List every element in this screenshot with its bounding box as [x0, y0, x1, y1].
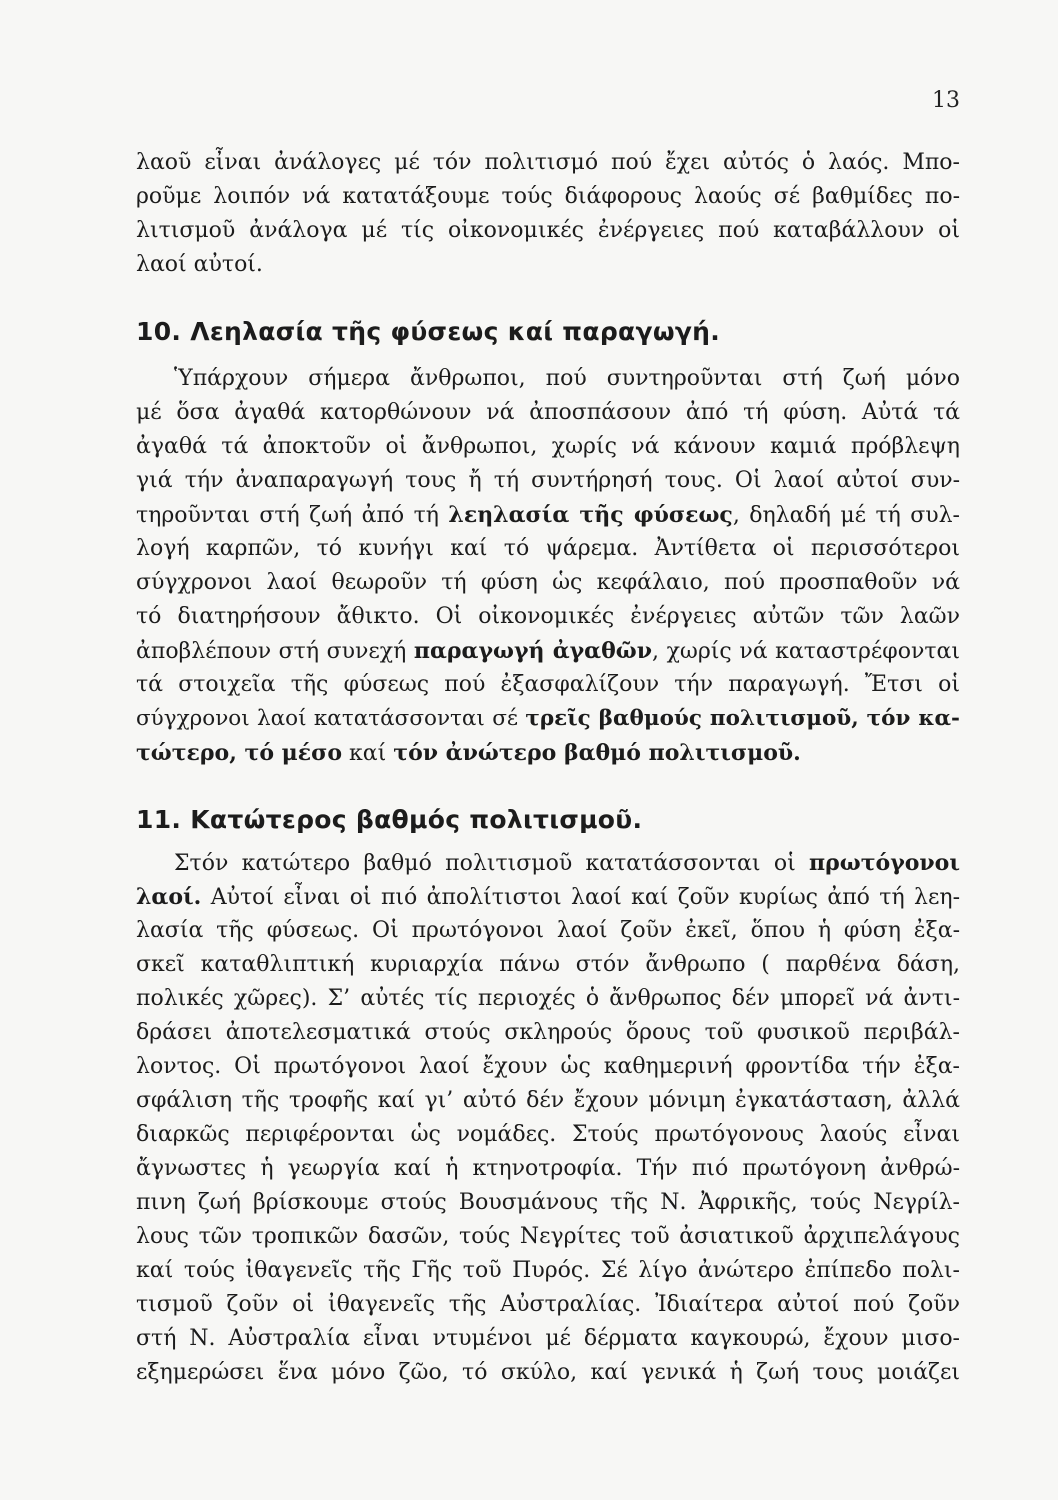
text-line [136, 846, 960, 880]
text-line [136, 1186, 960, 1220]
text-line [136, 1152, 960, 1186]
section-11-paragraph [136, 846, 960, 1390]
text-span: Ὑπάρχουν σήμερα ἄνθρωποι, πού συντηροῦνται στή ζωή μόνο [174, 366, 960, 391]
section-10-paragraph [136, 362, 960, 770]
text-span: πολικές χῶρες). Σ’ αὐτές τίς περιοχές ὁ ἄνθρωπος δέν μπορεῖ νά ἀντι- [136, 986, 960, 1011]
text-span: τά στοιχεῖα τῆς φύσεως πού ἐξασφαλίζουν τήν παραγωγή. Ἔτσι οἱ [136, 672, 960, 697]
text-span: πινη ζωή βρίσκουμε στούς Βουσμάνους τῆς Ν. Ἀφρικῆς, τούς Νεγρίλ- [136, 1190, 960, 1215]
text-span: δράσει ἀποτελεσματικά στούς σκληρούς ὅρους τοῦ φυσικοῦ περιβάλ- [136, 1020, 960, 1045]
text-span: λοντος. Οἱ πρωτόγονοι λαοί ἔχουν ὡς καθημερινή φροντίδα τήν ἐξα- [136, 1054, 960, 1079]
text-line [136, 498, 960, 532]
text-line [136, 1356, 960, 1390]
text-line [136, 1254, 960, 1288]
text-span: γιά τήν ἀναπαραγωγή τους ἤ τή συντήρησή τους. Οἱ λαοί αὐτοί συν- [136, 468, 960, 493]
text-line [136, 634, 960, 668]
section-heading-10: 10. Λεηλασία τῆς φύσεως καί παραγωγή. [136, 317, 721, 346]
text-span: λογή καρπῶν, τό κυνήγι καί τό ψάρεμα. Ἀντίθετα οἱ περισσότεροι [136, 536, 960, 561]
text-span: τό διατηρήσουν ἄθικτο. Οἱ οἰκονομικές ἐνέργειες αὐτῶν τῶν λαῶν [136, 604, 960, 629]
text-span: σφάλιση τῆς τροφῆς καί γι’ αὐτό δέν ἔχουν μόνιμη ἐγκατάσταση, ἀλλά [136, 1088, 960, 1113]
text-line: λιτισμοῦ ἀνάλογα μέ τίς οἰκονομικές ἐνέργειες πού καταβάλλουν οἱ [136, 218, 960, 243]
text-span: σύγχρονοι λαοί θεωροῦν τή φύση ὡς κεφάλαιο, πού προσπαθοῦν νά [136, 570, 960, 595]
text-line [136, 982, 960, 1016]
bold-term: πρωτόγονοι [809, 850, 960, 876]
text-line [136, 600, 960, 634]
bold-term: τόν ἀνώτερο βαθμό πολιτισμοῦ. [393, 740, 801, 766]
text-span: λους τῶν τροπικῶν δασῶν, τούς Νεγρίτες τοῦ ἀσιατικοῦ ἀρχιπελάγους [136, 1224, 960, 1249]
text-line [136, 362, 960, 396]
text-span: σκεῖ καταθλιπτική κυριαρχία πάνω στόν ἄνθρωπο ( παρθένα δάση, [136, 952, 960, 977]
text-line [136, 430, 960, 464]
text-span: Αὐτοί εἶναι οἱ πιό ἀπολίτιστοι λαοί καί ζοῦν κυρίως ἀπό τή λεη- [201, 885, 960, 910]
text-span: ἀποβλέπουν στή συνεχή [136, 639, 414, 664]
text-span: ἀγαθά τά ἀποκτοῦν οἱ ἄνθρωποι, χωρίς νά κάνουν καμιά πρόβλεψη [136, 434, 960, 459]
text-line [136, 668, 960, 702]
text-span: στή Ν. Αὐστραλία εἶναι ντυμένοι μέ δέρματα καγκουρώ, ἔχουν μισο- [136, 1326, 960, 1351]
text-span: διαρκῶς περιφέρονται ὡς νομάδες. Στούς πρωτόγονους λαούς εἶναι [136, 1122, 960, 1147]
page-number: 13 [932, 88, 960, 113]
text-line: ροῦμε λοιπόν νά κατατάξουμε τούς διάφορους λαούς σέ βαθμίδες πο- [136, 184, 960, 209]
text-line [136, 532, 960, 566]
text-line [136, 396, 960, 430]
text-span: τισμοῦ ζοῦν οἱ ἰθαγενεῖς τῆς Αὐστραλίας. Ἰδιαίτερα αὐτοί πού ζοῦν [136, 1292, 960, 1317]
text-span: ἄγνωστες ἡ γεωργία καί ἡ κτηνοτροφία. Τήν πιό πρωτόγονη ἀνθρώ- [136, 1156, 960, 1181]
text-line [136, 914, 960, 948]
text-span: , δηλαδή μέ τή συλ- [732, 503, 960, 528]
text-line [136, 948, 960, 982]
text-line [136, 1084, 960, 1118]
text-line [136, 464, 960, 498]
text-span: λασία τῆς φύσεως. Οἱ πρωτόγονοι λαοί ζοῦν ἐκεῖ, ὅπου ἡ φύση ἐξα- [136, 918, 960, 943]
intro-paragraph [136, 146, 960, 282]
text-span: καί τούς ἰθαγενεῖς τῆς Γῆς τοῦ Πυρός. Σέ λίγο ἀνώτερο ἐπίπεδο πολι- [136, 1258, 960, 1283]
text-span: , χωρίς νά καταστρέφονται [652, 639, 960, 664]
bold-term: λεηλασία τῆς φύσεως [448, 502, 733, 528]
text-line: λαοί αὐτοί. [136, 252, 263, 277]
text-line [136, 702, 960, 736]
text-span: σύγχρονοι λαοί κατατάσσονται σέ [136, 706, 526, 731]
text-span: Στόν κατώτερο βαθμό πολιτισμοῦ κατατάσσονται οἱ [174, 851, 810, 876]
text-line [136, 1118, 960, 1152]
text-span: εξημερώσει ἕνα μόνο ζῶο, τό σκύλο, καί γενικά ἡ ζωή τους μοιάζει [136, 1360, 960, 1385]
text-line [136, 880, 960, 914]
section-heading-11: 11. Κατώτερος βαθμός πολιτισμοῦ. [136, 805, 643, 834]
text-span: τηροῦνται στή ζωή ἀπό τή [136, 503, 449, 528]
text-line [136, 1288, 960, 1322]
text-line [136, 736, 960, 770]
text-line: λαοῦ εἶναι ἀνάλογες μέ τόν πολιτισμό πού ἔχει αὐτός ὁ λαός. Μπο- [136, 150, 960, 175]
text-line [136, 566, 960, 600]
text-line [136, 1220, 960, 1254]
text-span: μέ ὅσα ἀγαθά κατορθώνουν νά ἀποσπάσουν ἀπό τή φύση. Αὐτά τά [136, 400, 960, 425]
bold-term: τρεῖς βαθμούς πολιτισμοῦ, τόν κα- [525, 706, 960, 731]
text-line [136, 1322, 960, 1356]
text-line [136, 1016, 960, 1050]
bold-term: λαοί. [136, 884, 202, 910]
text-line [136, 1050, 960, 1084]
bold-term: τώτερο, τό μέσο [136, 740, 343, 766]
text-span: καί [342, 741, 394, 766]
bold-term: παραγωγή ἀγαθῶν [413, 638, 652, 664]
